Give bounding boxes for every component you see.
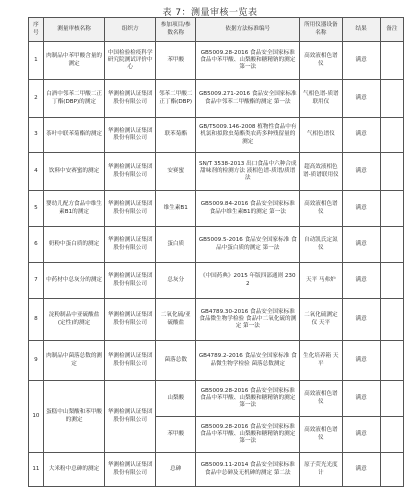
organizer: 华测检测认证集团股份有限公司 (105, 227, 156, 263)
table-row (29, 381, 404, 417)
organizer: 中国检验检疫科学研究院测试评价中心 (105, 42, 156, 80)
method-standard: GB5009.5-2016 食品安全国家标准 食品中蛋白质的测定 第一法 (196, 227, 300, 263)
header-standard: 依据方法标准编号 (196, 18, 300, 42)
note (380, 80, 403, 118)
note (380, 42, 403, 80)
result: 满意 (342, 153, 380, 191)
equipment-name: 气相色谱仪 (300, 118, 342, 153)
table-row (29, 118, 404, 153)
method-standard: GB5009.271-2016 食品安全国家标准 食品中邻苯二甲酸酯的测定 第一法 (196, 80, 300, 118)
parameter-name: 山梨酸 (156, 381, 196, 417)
note (380, 417, 403, 453)
audit-item-name: 奶粉中蛋白质的测定 (43, 227, 104, 263)
organizer: 华测检测认证集团股份有限公司 (105, 191, 156, 227)
equipment-name: 高效液相色谱仪 (300, 42, 342, 80)
audit-table (28, 17, 404, 487)
header-result: 结果 (342, 18, 380, 42)
row-number: 3 (29, 118, 44, 153)
audit-item-name: 白酒中邻苯二甲酸二正丁酯(DBP)的测定 (43, 80, 104, 118)
result: 满意 (342, 42, 380, 80)
row-number: 8 (29, 299, 44, 341)
note (380, 263, 403, 299)
note (380, 153, 403, 191)
header-equipment: 所用仪器设备名称 (300, 18, 342, 42)
result: 满意 (342, 80, 380, 118)
organizer: 华测检测认证集团股份有限公司 (105, 341, 156, 381)
organizer: 华测检测认证集团股份有限公司 (105, 118, 156, 153)
organizer: 华测检测认证集团股份有限公司 (105, 153, 156, 191)
header-no: 序号 (29, 18, 44, 42)
row-number: 6 (29, 227, 44, 263)
equipment-name: 超高效液相色谱-质谱联用仪 (300, 153, 342, 191)
parameter-name: 安赛蜜 (156, 153, 196, 191)
header-item: 测量审核名称 (43, 18, 104, 42)
result: 满意 (342, 227, 380, 263)
row-number: 5 (29, 191, 44, 227)
row-number: 11 (29, 453, 44, 487)
result: 满意 (342, 118, 380, 153)
audit-item-name: 淀粉制品中亚硫酸盐(定性)的测定 (43, 299, 104, 341)
method-standard: GB5009.84-2016 食品安全国家标准 食品中维生素B1的测定 第一法 (196, 191, 300, 227)
parameter-name: 二氧化硫/亚硫酸盐 (156, 299, 196, 341)
result: 满意 (342, 417, 380, 453)
audit-item-name: 蛋糕中山梨酸和苯甲酸的测定 (43, 381, 104, 453)
result: 满意 (342, 453, 380, 487)
organizer: 华测检测认证集团股份有限公司 (105, 263, 156, 299)
header-param: 参加项目/参数名称 (156, 18, 196, 42)
parameter-name: 邻苯二甲酸二正丁酯(DBP) (156, 80, 196, 118)
equipment-name: 二氧化硫测定仪 天平 (300, 299, 342, 341)
table-title: 表 7：测量审核一览表 (162, 8, 258, 18)
result: 满意 (342, 263, 380, 299)
parameter-name: 蛋白质 (156, 227, 196, 263)
parameter-name: 苯甲酸 (156, 417, 196, 453)
audit-item-name: 肉制品中菌落总数的测定 (43, 341, 104, 381)
table-body (29, 42, 404, 487)
method-standard: GB/T5009.146-2008 植物性食品中有机氯和拟除虫菊酯类农药多种残留量的测定 (196, 118, 300, 153)
equipment-name: 自动凯氏定氮仪 (300, 227, 342, 263)
method-standard: GB5009.28-2016 食品安全国家标准 食品中苯甲酸、山梨酸和糖精钠的测定 第一法 (196, 42, 300, 80)
note (380, 118, 403, 153)
method-standard: GB4789.30-2016 食品安全国家标准 食品微生物学检验 食品中二氧化硫的测定 第一法 (196, 299, 300, 341)
method-standard: 《中国药典》2015 年版四部通则 2302 (196, 263, 300, 299)
audit-item-name: 大米粉中总砷的测定 (43, 453, 104, 487)
organizer: 华测检测认证集团股份有限公司 (105, 80, 156, 118)
parameter-name: 维生素B1 (156, 191, 196, 227)
row-number: 7 (29, 263, 44, 299)
note (380, 381, 403, 417)
table-row (29, 299, 404, 341)
table-row (29, 453, 404, 487)
audit-item-name: 肉制品中苯甲酸含量的测定 (43, 42, 104, 80)
equipment-name: 高效液相色谱仪 (300, 417, 342, 453)
result: 满意 (342, 341, 380, 381)
table-row (29, 42, 404, 80)
audit-item-name: 茶叶中联苯菊酯的测定 (43, 118, 104, 153)
row-number: 1 (29, 42, 44, 80)
parameter-name: 总砷 (156, 453, 196, 487)
parameter-name: 苯甲酸 (156, 42, 196, 80)
header-org: 组织方 (105, 18, 156, 42)
equipment-name: 天平 马弗炉 (300, 263, 342, 299)
parameter-name: 菌落总数 (156, 341, 196, 381)
method-standard: GB5009.11-2014 食品安全国家标准 食品中总砷及无机砷的测定 第二法 (196, 453, 300, 487)
note (380, 191, 403, 227)
result: 满意 (342, 191, 380, 227)
note (380, 227, 403, 263)
audit-item-name: 饮料中安赛蜜的测定 (43, 153, 104, 191)
equipment-name: 生化培养箱 天平 (300, 341, 342, 381)
organizer: 华测检测认证集团股份有限公司 (105, 381, 156, 453)
table-row (29, 227, 404, 263)
note (380, 341, 403, 381)
result: 满意 (342, 299, 380, 341)
method-standard: GB5009.28-2016 食品安全国家标准 食品中苯甲酸、山梨酸和糖精钠的测定 第一法 (196, 417, 300, 453)
header-note: 备注 (380, 18, 403, 42)
header-row (29, 18, 404, 42)
equipment-name: 高效液相色谱仪 (300, 381, 342, 417)
method-standard: GB4789.2-2016 食品安全国家标准 食品微生物学检验 菌落总数测定 (196, 341, 300, 381)
parameter-name: 总灰分 (156, 263, 196, 299)
table-row (29, 263, 404, 299)
equipment-name: 原子荧光光度计 (300, 453, 342, 487)
organizer: 华测检测认证集团股份有限公司 (105, 299, 156, 341)
method-standard: GB5009.28-2016 食品安全国家标准 食品中苯甲酸、山梨酸和糖精钠的测定 第一法 (196, 381, 300, 417)
note (380, 453, 403, 487)
method-standard: SN/T 3538-2013 出口食品中六种合成甜味剂的检测方法 液相色谱-质谱/质谱法 (196, 153, 300, 191)
note (380, 299, 403, 341)
row-number: 4 (29, 153, 44, 191)
audit-item-name: 婴幼儿配方食品中维生素B1的测定 (43, 191, 104, 227)
table-row (29, 80, 404, 118)
row-number: 9 (29, 341, 44, 381)
result: 满意 (342, 381, 380, 417)
row-number: 2 (29, 80, 44, 118)
audit-item-name: 中药材中总灰分的测定 (43, 263, 104, 299)
table-row (29, 191, 404, 227)
equipment-name: 高效液相色谱仪 (300, 191, 342, 227)
table-row (29, 153, 404, 191)
row-number: 10 (29, 381, 44, 453)
table-row (29, 341, 404, 381)
parameter-name: 联苯菊酯 (156, 118, 196, 153)
organizer: 华测检测认证集团股份有限公司 (105, 453, 156, 487)
equipment-name: 气相色谱-质谱联用仪 (300, 80, 342, 118)
